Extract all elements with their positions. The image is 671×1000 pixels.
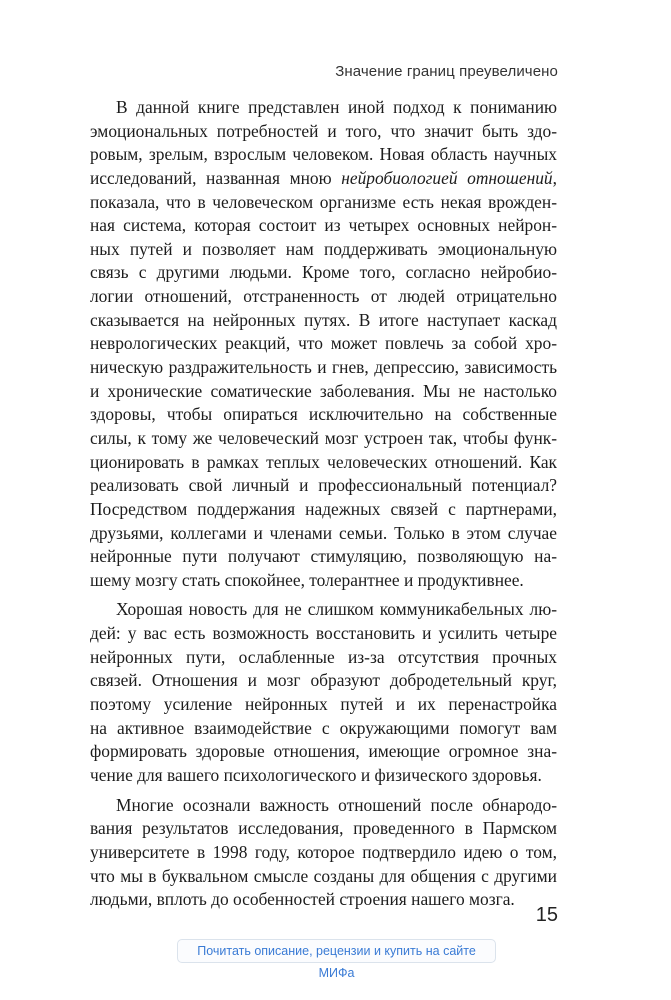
- text-line: людьми, вплоть до особенностей строения нашего мозга.: [90, 889, 515, 910]
- text-line: нейронных пути, ослабленные из-за отсутствия прочных: [90, 646, 557, 667]
- text-line: логии отношений, отстраненность от людей отрицательно: [90, 286, 557, 307]
- text-line: эмоциональных потребностей и того, что значит быть здо-: [90, 120, 557, 141]
- text-line: связь с другими людьми. Кроме того, согласно нейробио-: [90, 262, 557, 283]
- text-line: на активное взаимодействие с окружающими помогут вам: [90, 717, 557, 738]
- text-line: поэтому усиление нейронных путей и их перенастройка: [90, 694, 557, 715]
- text-line: неврологических реакций, что может повлечь за собой хро-: [90, 333, 557, 354]
- page-number: 15: [535, 904, 558, 926]
- text-line: Многие осознали важность отношений после обнародо-: [116, 794, 557, 815]
- text-line: нейронные пути получают стимуляцию, позволяющую на-: [90, 546, 557, 567]
- text-line: чение для вашего психологического и физического здоровья.: [90, 764, 542, 785]
- text-line: формировать здоровые отношения, имеющие огромное зна-: [90, 741, 557, 762]
- text-segment: исследований, названная мною: [90, 167, 342, 188]
- text-line: здоровы, чтобы опираться исключительно на собственные: [90, 404, 557, 425]
- text-line: и хронические соматические заболевания. Мы не настолько: [90, 380, 557, 401]
- text-line: показала, что в человеческом организме есть некая врожден-: [90, 191, 557, 212]
- text-line: университете в 1998 году, которое подтвердило идею о том,: [90, 841, 557, 862]
- buy-book-link[interactable]: Почитать описание, рецензии и купить на сайте МИФа: [177, 939, 496, 963]
- text-line: шему мозгу стать спокойнее, толерантнее и продуктивнее.: [90, 569, 524, 590]
- text-line: силы, к тому же человеческий мозг устроен так, чтобы функ-: [90, 427, 557, 448]
- text-line: связей. Отношения и мозг образуют добродетельный круг,: [90, 670, 557, 691]
- text-line: ническую раздражительность и гнев, депрессию, зависимость: [90, 357, 557, 378]
- text-line: сказывается на нейронных путях. В итоге наступает каскад: [90, 309, 557, 330]
- text-line: Посредством поддержания надежных связей с партнерами,: [90, 498, 557, 519]
- text-line: ных путей и позволяет нам поддерживать эмоциональную: [90, 238, 557, 259]
- text-line: ровым, зрелым, взрослым человеком. Новая область научных: [90, 144, 557, 165]
- body-text: [90, 96, 557, 912]
- text-line-with-term: [90, 167, 557, 191]
- text-line: вания результатов исследования, проведенного в Пармском: [90, 818, 557, 839]
- text-line: дей: у вас есть возможность восстановить и усилить четыре: [90, 623, 557, 644]
- text-segment: ,: [552, 167, 557, 188]
- text-line: реализовать свой личный и профессиональный потенциал?: [90, 475, 557, 496]
- text-line: ционировать в рамках теплых человеческих отношений. Как: [90, 451, 557, 472]
- text-line: В данной книге представлен иной подход к пониманию: [116, 97, 557, 117]
- italic-term: нейробиологией отношений: [341, 167, 553, 188]
- text-line: Хорошая новость для не слишком коммуникабельных лю-: [116, 599, 557, 620]
- text-line: ная система, которая состоит из четырех основных нейрон-: [90, 215, 557, 236]
- text-line: что мы в буквальном смысле созданы для общения с другими: [90, 865, 557, 886]
- running-head: Значение границ преувеличено: [335, 63, 558, 80]
- text-line: друзьями, коллегами и членами семьи. Только в этом случае: [90, 522, 557, 543]
